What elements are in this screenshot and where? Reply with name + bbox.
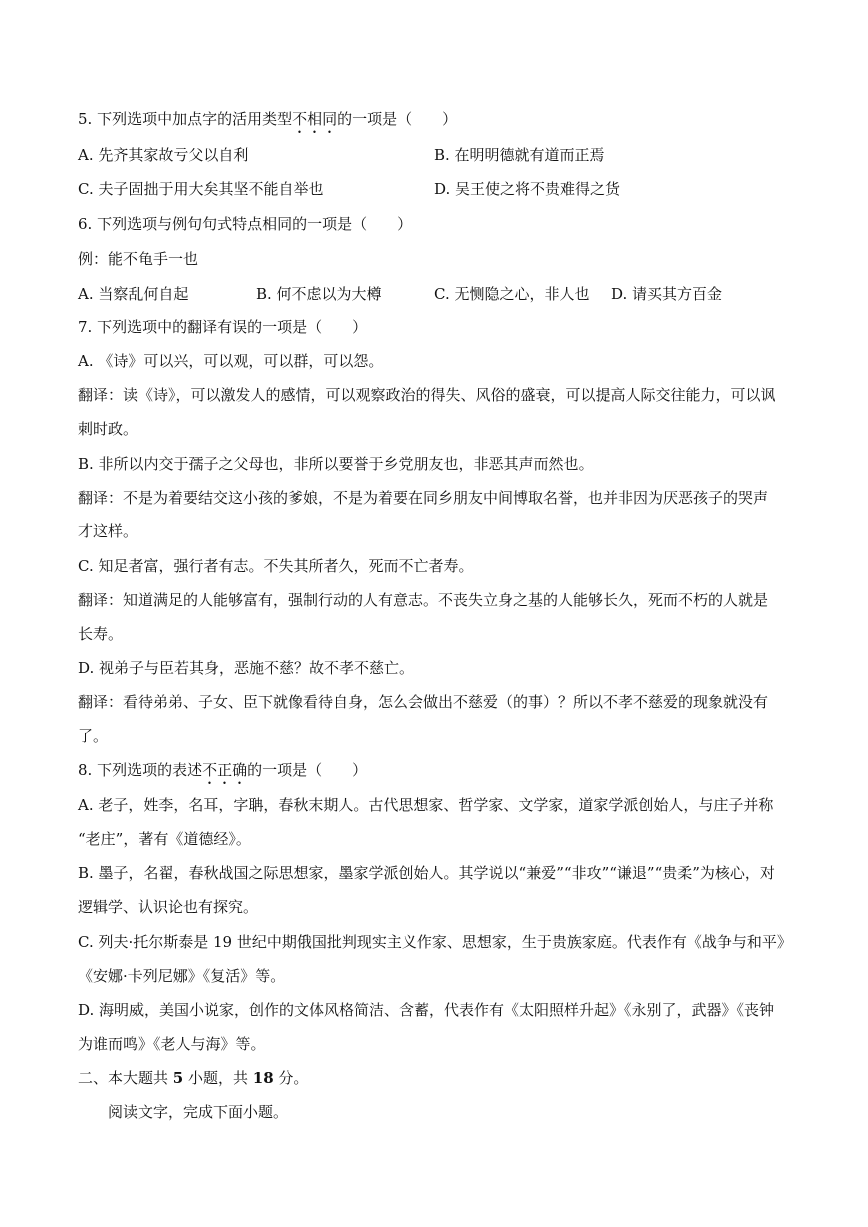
q6-option-c: C. 无恻隐之心，非人也 <box>434 285 590 303</box>
q8-option-c-line1: C. 列夫·托尔斯泰是 19 世纪中期俄国批判现实主义作家、思想家，生于贵族家庭。代表作有《战争与和平》 <box>78 933 792 951</box>
section-2-text: 二、本大题共 <box>78 1069 173 1087</box>
q6-option-d: D. 请买其方百金 <box>611 285 723 303</box>
q5-option-d: D. 吴王使之将不贵难得之货 <box>434 180 621 198</box>
section-2-text-mid: 小题，共 <box>183 1069 253 1087</box>
q8-option-c-line2: 《安娜·卡列尼娜》《复活》等。 <box>78 967 286 985</box>
section-2-text-tail: 分。 <box>273 1069 309 1087</box>
section-2-question-count: 5 <box>172 1069 184 1087</box>
q6-stem: 6. 下列选项与例句句式特点相同的一项是（ ） <box>78 215 413 233</box>
q8-option-b-line2: 逻辑学、认识论也有探究。 <box>78 898 259 916</box>
q8-option-b-line1: B. 墨子，名翟，春秋战国之际思想家，墨家学派创始人。其学说以“兼爱”“非攻”“谦退”“贵柔”为核心，对 <box>78 864 775 882</box>
q5-stem-emphasis: 不相同 <box>292 110 338 128</box>
q8-stem-tail: 的一项是（ ） <box>247 761 368 779</box>
q8-stem-text: 8. 下列选项的表述 <box>78 761 203 779</box>
q8-option-d-line1: D. 海明威，美国小说家，创作的文体风格简洁、含蓄，代表作有《太阳照样升起》《永别了，武器》《丧钟 <box>78 1001 775 1019</box>
q7-b-translation-line2: 才这样。 <box>78 522 139 540</box>
q7-option-a: A. 《诗》可以兴，可以观，可以群，可以怨。 <box>78 352 384 370</box>
q8-stem <box>78 760 367 788</box>
q7-stem: 7. 下列选项中的翻译有误的一项是（ ） <box>78 318 368 336</box>
q5-stem-text: 5. 下列选项中加点字的活用类型 <box>78 110 293 128</box>
q7-a-translation-line1: 翻译：读《诗》，可以激发人的感情，可以观察政治的得失、风俗的盛衰，可以提高人际交往能力，可以讽 <box>78 386 776 404</box>
q8-stem-emphasis: 不正确 <box>202 761 248 779</box>
q5-option-b: B. 在明明德就有道而正焉 <box>434 146 605 164</box>
q6-example: 例：能不龟手一也 <box>78 250 199 268</box>
q5-option-c: C. 夫子固拙于用大矣其坚不能自举也 <box>78 180 324 198</box>
q8-option-d-line2: 为谁而鸣》《老人与海》等。 <box>78 1035 266 1053</box>
q7-d-translation-line1: 翻译：看待弟弟、子女、臣下就像看待自身，怎么会做出不慈爱（的事）？所以不孝不慈爱的现象就没有 <box>78 693 769 711</box>
q7-c-translation-line1: 翻译：知道满足的人能够富有，强制行动的人有意志。不丧失立身之基的人能够长久，死而不朽的人就是 <box>78 591 769 609</box>
q7-d-translation-line2: 了。 <box>78 727 109 745</box>
q7-b-translation-line1: 翻译：不是为着要结交这小孩的爹娘，不是为着要在同乡朋友中间博取名誉，也并非因为厌恶孩子的哭声 <box>78 489 769 507</box>
q6-option-b: B. 何不虑以为大樽 <box>256 285 382 303</box>
q7-option-b: B. 非所以内交于孺子之父母也，非所以要誉于乡党朋友也，非恶其声而然也。 <box>78 455 594 473</box>
q7-option-d: D. 视弟子与臣若其身，恶施不慈？故不孝不慈亡。 <box>78 659 415 677</box>
q8-option-a-line1: A. 老子，姓李，名耳，字聃，春秋末期人。古代思想家、哲学家、文学家，道家学派创始人，与庄子并称 <box>78 796 774 814</box>
q7-option-c: C. 知足者富，强行者有志。不失其所者久，死而不亡者寿。 <box>78 557 474 575</box>
q6-option-a: A. 当察乱何自起 <box>78 285 189 303</box>
q7-c-translation-line2: 长寿。 <box>78 625 124 643</box>
q5-stem-tail: 的一项是（ ） <box>337 110 458 128</box>
q5-option-a: A. 先齐其家故亏父以自利 <box>78 146 249 164</box>
reading-intro: 阅读文字，完成下面小题。 <box>108 1103 289 1121</box>
q8-option-a-line2: “老庄”，著有《道德经》。 <box>78 830 251 848</box>
section-2-score: 18 <box>252 1069 274 1087</box>
section-2-heading <box>78 1068 308 1088</box>
q5-stem <box>78 109 457 137</box>
q7-a-translation-line2: 刺时政。 <box>78 420 139 438</box>
